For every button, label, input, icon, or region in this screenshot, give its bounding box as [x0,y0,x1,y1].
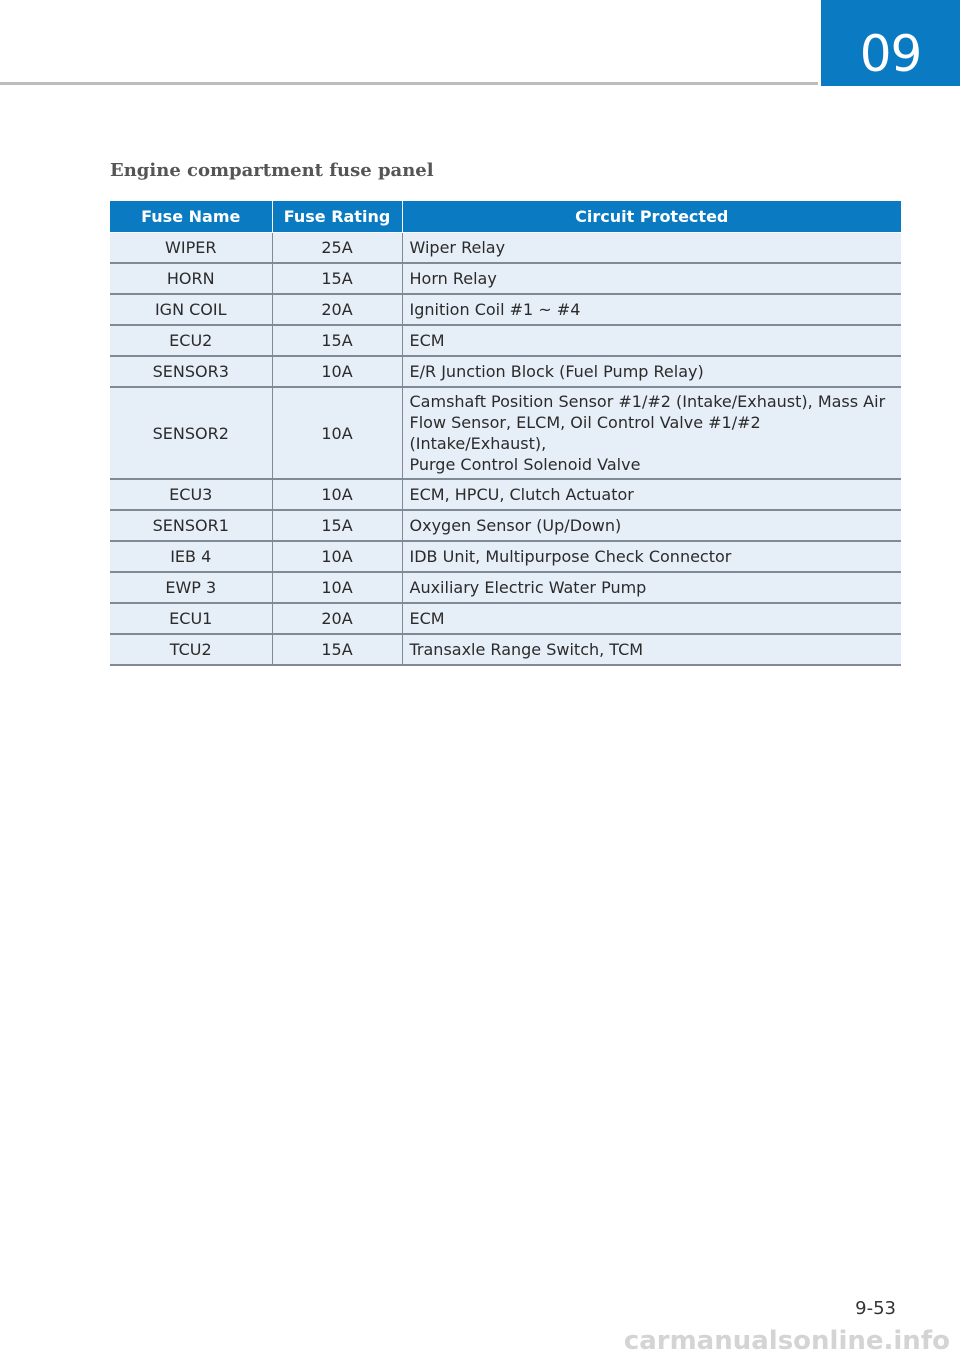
circuit-protected-cell: ECM, HPCU, Clutch Actuator [402,479,901,510]
table-row [110,325,901,356]
fuse-rating-cell: 10A [272,479,402,510]
fuse-rating-cell: 15A [272,325,402,356]
table-row [110,603,901,634]
table-row [110,634,901,665]
table-row [110,572,901,603]
circuit-protected-cell [402,387,901,479]
circuit-protected-cell: ECM [402,603,901,634]
page-number: 9-53 [855,1298,896,1319]
header-rule [0,82,818,85]
fuse-name-cell: TCU2 [110,634,272,665]
fuse-name-cell: SENSOR2 [110,387,272,479]
fuse-rating-cell: 25A [272,233,402,264]
fuse-rating-cell: 10A [272,541,402,572]
table-row [110,541,901,572]
circuit-protected-cell: Wiper Relay [402,233,901,264]
circuit-protected-cell: Transaxle Range Switch, TCM [402,634,901,665]
table-row [110,233,901,264]
chapter-tab: 09 [821,0,960,86]
table-header-row [110,201,901,233]
fuse-rating-cell: 15A [272,263,402,294]
circuit-protected-cell: Oxygen Sensor (Up/Down) [402,510,901,541]
fuse-rating-cell: 10A [272,387,402,479]
circuit-protected-cell: Auxiliary Electric Water Pump [402,572,901,603]
circuit-protected-cell: Ignition Coil #1 ~ #4 [402,294,901,325]
section-title: Engine compartment fuse panel [110,160,434,181]
circuit-text-line: Camshaft Position Sensor #1/#2 (Intake/Exhaust), Mass Air Flow Sensor, ELCM, Oil Control Valve #1/#2 (Intake/Exhaust), [409,392,886,453]
fuse-rating-cell: 15A [272,510,402,541]
circuit-protected-cell: ECM [402,325,901,356]
table-row [110,294,901,325]
column-header-fuse-rating: Fuse Rating [272,201,402,233]
table-row [110,387,901,479]
column-header-circuit-protected: Circuit Protected [402,201,901,233]
circuit-protected-cell: E/R Junction Block (Fuel Pump Relay) [402,356,901,387]
table-row [110,263,901,294]
fuse-rating-cell: 15A [272,634,402,665]
circuit-protected-cell: IDB Unit, Multipurpose Check Connector [402,541,901,572]
watermark: carmanualsonline.info [623,1326,950,1356]
column-header-fuse-name: Fuse Name [110,201,272,233]
table-row [110,479,901,510]
fuse-rating-cell: 20A [272,603,402,634]
fuse-name-cell: ECU3 [110,479,272,510]
fuse-table [110,201,901,666]
fuse-rating-cell: 20A [272,294,402,325]
fuse-name-cell: SENSOR3 [110,356,272,387]
fuse-name-cell: WIPER [110,233,272,264]
fuse-name-cell: IEB 4 [110,541,272,572]
fuse-name-cell: SENSOR1 [110,510,272,541]
fuse-name-cell: ECU2 [110,325,272,356]
fuse-name-cell: ECU1 [110,603,272,634]
table-row [110,356,901,387]
fuse-rating-cell: 10A [272,356,402,387]
circuit-text-line: Purge Control Solenoid Valve [409,455,641,474]
fuse-name-cell: EWP 3 [110,572,272,603]
circuit-protected-cell: Horn Relay [402,263,901,294]
fuse-name-cell: IGN COIL [110,294,272,325]
fuse-rating-cell: 10A [272,572,402,603]
table-row [110,510,901,541]
fuse-name-cell: HORN [110,263,272,294]
